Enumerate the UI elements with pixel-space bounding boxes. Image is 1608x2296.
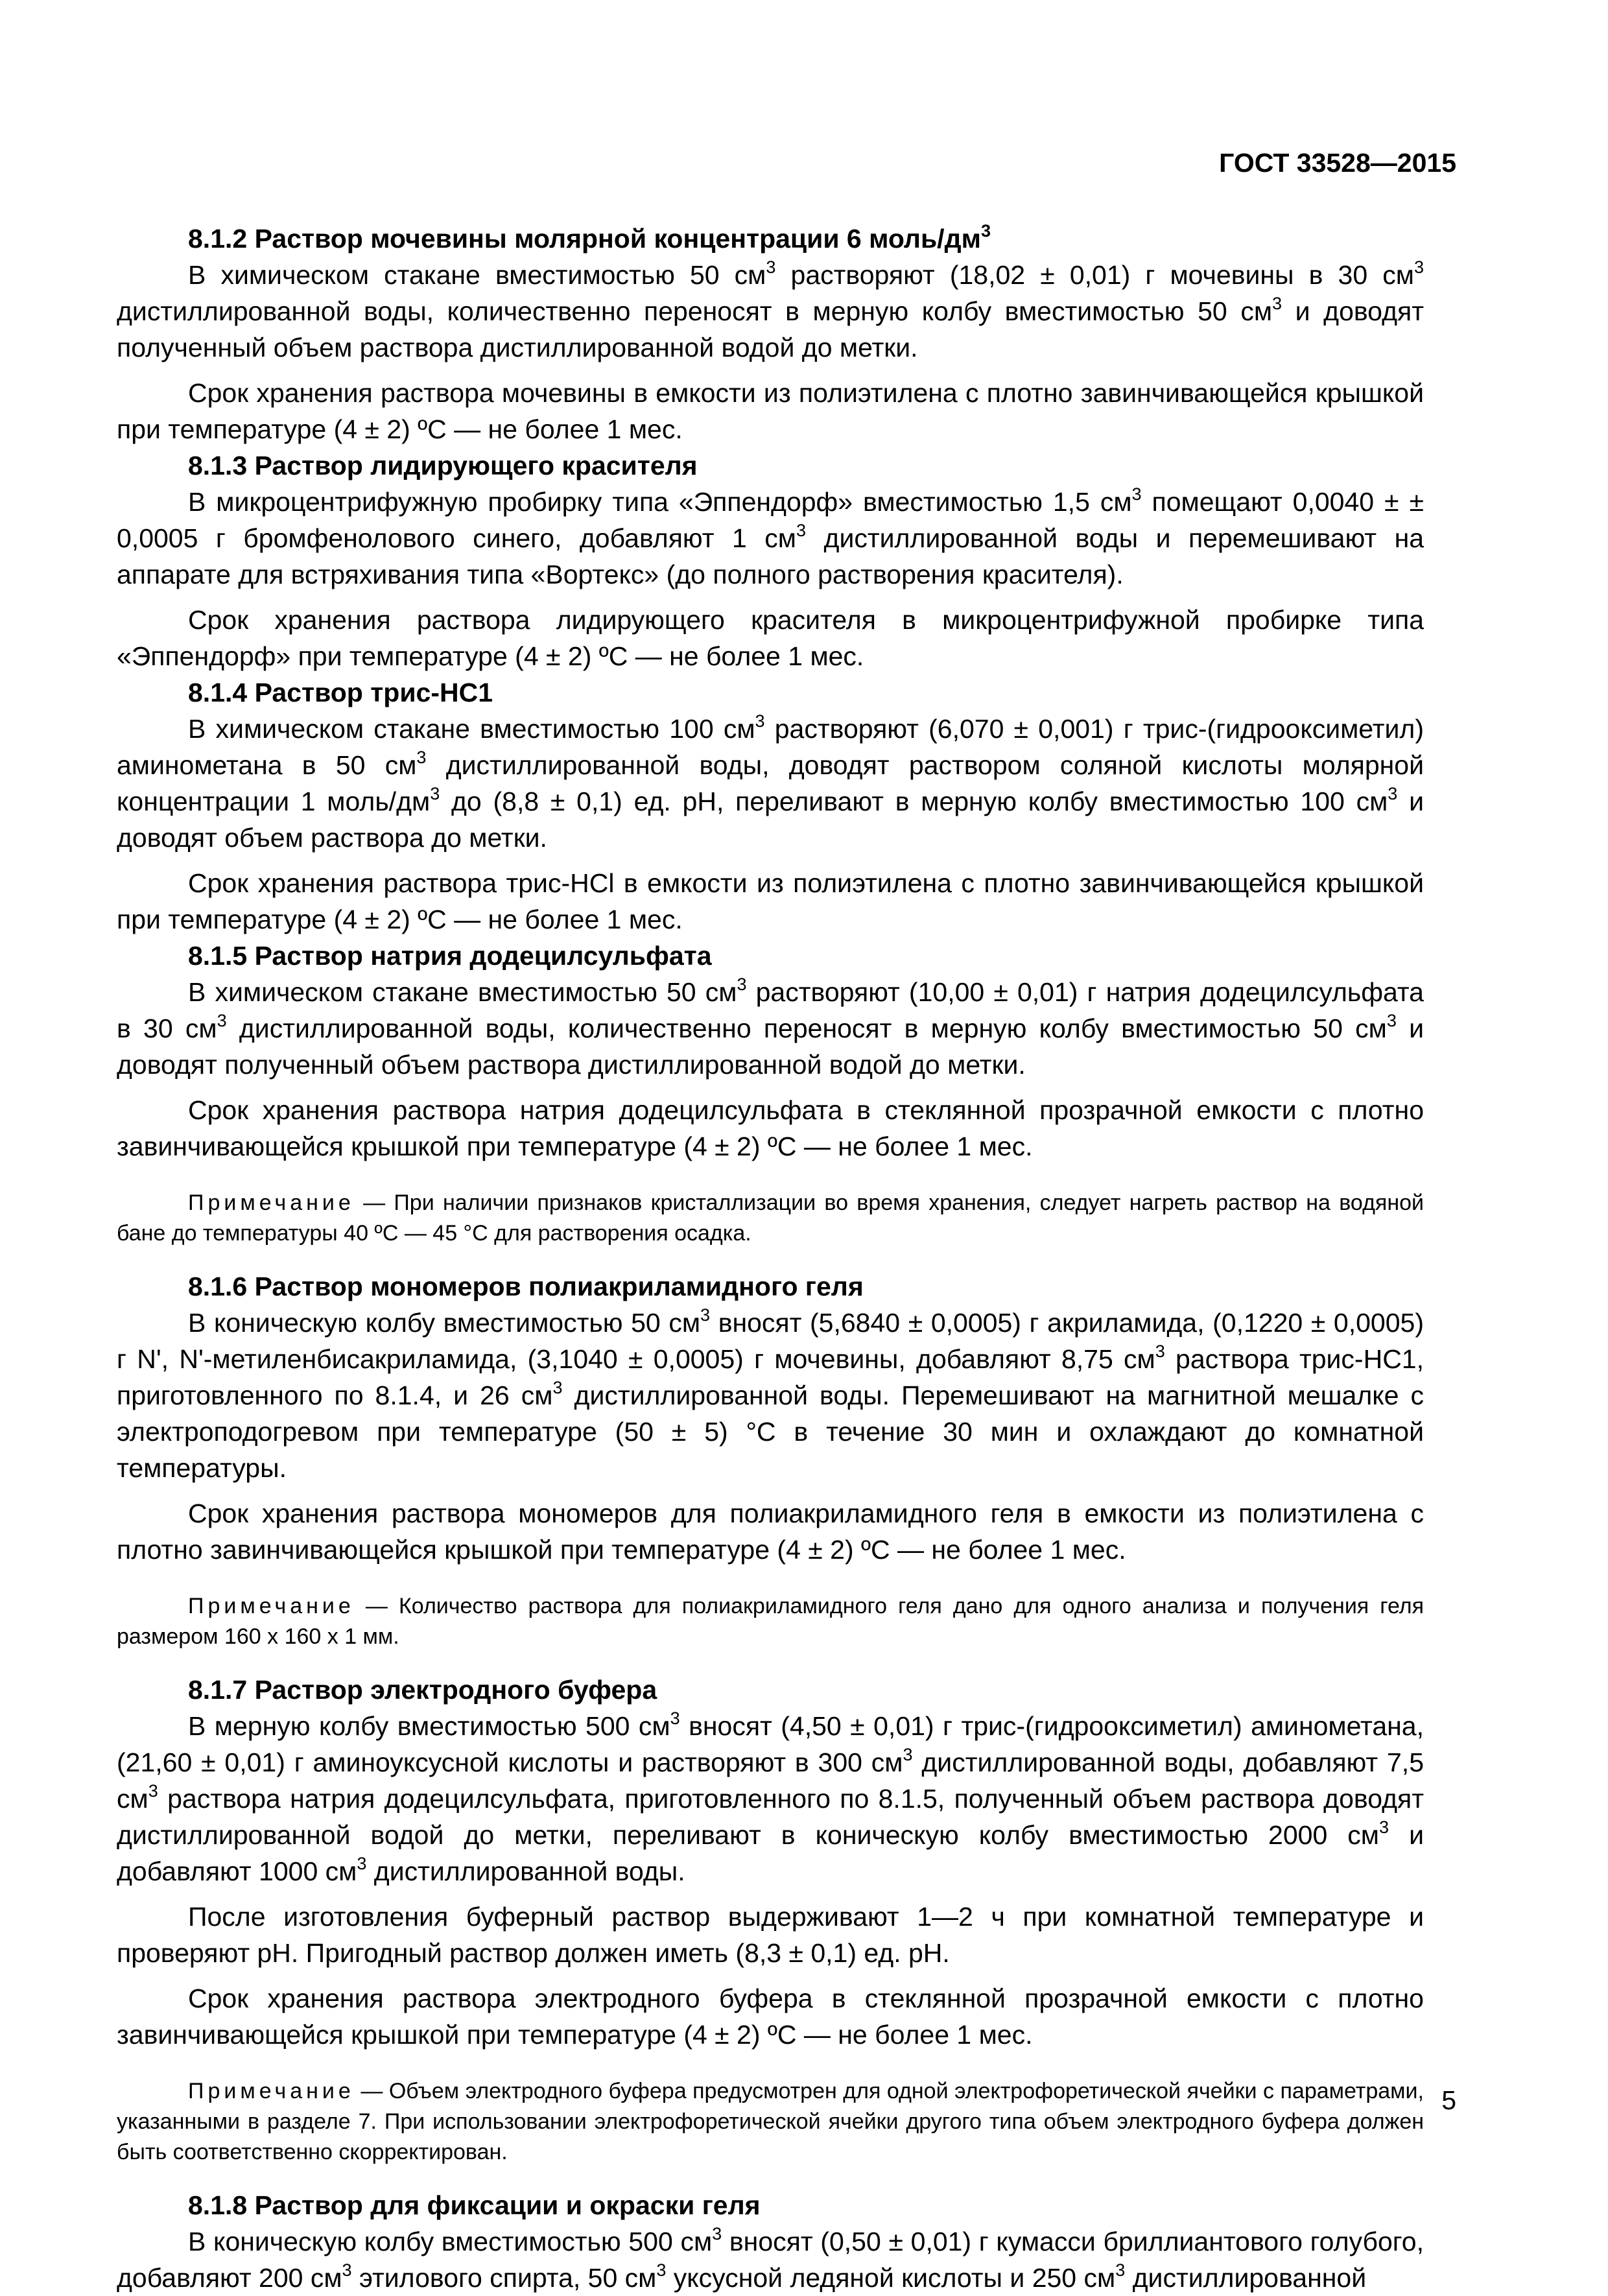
text-run: дистиллированной воды, добавляют 7,5 см — [117, 1747, 1424, 1814]
note-text: — Количество раствора для полиакриламидного геля дано для одного анализа и получения геля размером 160 х 160 х 1 мм. — [117, 1594, 1424, 1649]
text-run: В коническую колбу вместимостью 50 см — [188, 1308, 701, 1338]
text-run: В микроцентрифужную пробирку типа «Эппендорф» вместимостью 1,5 см — [188, 487, 1132, 517]
paragraph: Срок хранения раствора мономеров для полиакриламидного геля в емкости из полиэтилена с плотно завинчивающейся крышкой при температуре (4 ± 2) ºС — не более 1 мес. — [117, 1498, 1424, 1565]
superscript: 3 — [1413, 257, 1424, 278]
superscript: 3 — [700, 1305, 711, 1325]
text-run: раствора натрия додецилсульфата, приготовленного по 8.1.5, полученный объем раствора доводят дистиллированной водой до метки, переливают в коническую колбу вместимостью 2000 см — [117, 1784, 1424, 1850]
text-run: В химическом стакане вместимостью 100 см — [188, 714, 755, 744]
superscript: 3 — [552, 1378, 563, 1398]
text-run: и доводят полученный объем раствора дистиллированной водой до метки. — [117, 1013, 1425, 1080]
text-run: В химическом стакане вместимостью 50 см — [188, 260, 766, 290]
text-run: этилового спирта, 50 см — [351, 2263, 657, 2293]
section-heading-8-1-5: 8.1.5 Раствор натрия додецилсульфата — [188, 941, 712, 971]
text-run: растворяют (10,00 ± 0,01) г натрия додецилсульфата в 30 см — [117, 977, 1424, 1043]
paragraph: Срок хранения раствора электродного буфера в стеклянной прозрачной емкости с плотно завинчивающейся крышкой при температуре (4 ± 2) ºС — не более 1 мес. — [117, 1983, 1424, 2050]
document-code-header: ГОСТ 33528—2015 — [1219, 148, 1456, 178]
note-text: — При наличии признаков кристаллизации во время хранения, следует нагреть раствор на водяной бане до температуры 40 ºС — 45 °С для растворения осадка. — [117, 1190, 1424, 1246]
superscript: 3 — [148, 1781, 158, 1801]
superscript: 3 — [903, 1745, 913, 1765]
superscript: 3 — [1386, 1011, 1397, 1031]
superscript: 3 — [1388, 784, 1398, 804]
text-run: дистиллированной воды. — [366, 1856, 685, 1886]
text-run: В химическом стакане вместимостью 50 см — [188, 977, 737, 1007]
text-run: вносят (0,50 ± 0,01) г кумасси бриллиантового голубого, добавляют 200 см — [117, 2227, 1425, 2293]
section-heading-8-1-8: 8.1.8 Раствор для фиксации и окраски геля — [188, 2190, 761, 2220]
text-run: дистиллированной воды и перемешивают на аппарате для встряхивания типа «Вортекс» (до полного растворения красителя). — [117, 523, 1425, 589]
page-content — [117, 220, 1424, 2296]
text-run: вносят (5,6840 ± 0,0005) г акриламида, (0,1220 ± 0,0005) г N', N'-метиленбисакриламида, (3,1040 ± 0,0005) г мочевины, добавляют 8,75 см — [117, 1308, 1424, 1374]
note-label: Примечание — [188, 1190, 355, 1215]
superscript: 3 — [656, 2260, 667, 2280]
text-run: растворяют (18,02 ± 0,01) г мочевины в 30 см — [775, 260, 1414, 290]
superscript: 3 — [357, 1854, 367, 1874]
text-run: раствора трис-НС1, приготовленного по 8.1.4, и 26 см — [117, 1344, 1424, 1410]
section-heading-8-1-6: 8.1.6 Раствор мономеров полиакриламидного геля — [188, 1272, 864, 1301]
superscript: 3 — [737, 975, 747, 995]
note — [117, 2076, 1424, 2168]
superscript: 3 — [1115, 2260, 1126, 2280]
paragraph — [117, 1708, 1424, 1889]
section-heading-8-1-4: 8.1.4 Раствор трис-НС1 — [188, 678, 493, 707]
superscript: 3 — [712, 2224, 722, 2244]
text-run: помещают 0,0040 ± ± 0,0005 г бромфенолового синего, добавляют 1 см — [117, 487, 1424, 553]
paragraph: После изготовления буферный раствор выдерживают 1—2 ч при комнатной температуре и проверяют рН. Пригодный раствор должен иметь (8,3 ± 0,1) ед. рН. — [117, 1902, 1424, 1968]
paragraph — [117, 2223, 1424, 2296]
page-number: 5 — [1441, 2085, 1456, 2115]
paragraph: Срок хранения раствора трис-НСl в емкости из полиэтилена с плотно завинчивающейся крышкой при температуре (4 ± 2) ºС — не более 1 мес. — [117, 868, 1424, 934]
superscript: 3 — [796, 521, 807, 541]
note — [117, 1591, 1424, 1652]
superscript: 3 — [217, 1011, 227, 1031]
text-run: дистиллированной воды, количественно переносят в мерную колбу вместимостью 50 см — [226, 1013, 1387, 1043]
superscript: 3 — [766, 257, 776, 278]
text-run: до (8,8 ± 0,1) ед. рН, переливают в мерную колбу вместимостью 100 см — [440, 787, 1388, 816]
text-run: вносят (4,50 ± 0,01) г трис-(гидрооксиметил) аминометана, (21,60 ± 0,01) г аминоуксусной кислоты и растворяют в 300 см — [117, 1711, 1424, 1777]
superscript: 3 — [755, 711, 765, 731]
section-heading-8-1-7: 8.1.7 Раствор электродного буфера — [188, 1675, 657, 1705]
text-run: растворяют (6,070 ± 0,001) г трис-(гидрооксиметил) аминометана в 50 см — [117, 714, 1425, 780]
text-run: и добавляют 1000 см — [117, 1820, 1425, 1886]
note — [117, 1188, 1424, 1249]
heading-text: 8.1.2 Раствор мочевины молярной концентрации 6 моль/дм — [188, 224, 981, 254]
text-run: В мерную колбу вместимостью 500 см — [188, 1711, 670, 1741]
paragraph — [117, 974, 1424, 1083]
text-run: дистиллированной воды. Перемешивают на магнитной мешалке с электроподогревом при температуре (50 ± 5) °С в течение 30 мин и охлаждают до комнатной температуры. — [117, 1380, 1424, 1483]
paragraph: Срок хранения раствора мочевины в емкости из полиэтилена с плотно завинчивающейся крышкой при температуре (4 ± 2) ºС — не более 1 мес. — [117, 378, 1424, 444]
note-text: — Объем электродного буфера предусмотрен для одной электрофоретической ячейки с параметрами, указанными в разделе 7. При использовании электрофоретической ячейки другого типа объем электродного буфера должен быть соответственно скорректирован. — [117, 2079, 1424, 2164]
superscript: 3 — [1131, 484, 1142, 504]
superscript: 3 — [670, 1709, 680, 1729]
note-label: Примечание — [188, 1594, 355, 1618]
superscript: 3 — [416, 748, 427, 768]
section-heading-8-1-2 — [117, 220, 1424, 257]
text-run: дистиллированной воды, доводят раствором соляной кислоты молярной концентрации 1 моль/дм — [117, 750, 1424, 816]
text-run: и доводят объем раствора до метки. — [117, 787, 1424, 853]
paragraph — [117, 484, 1424, 593]
superscript: 3 — [1272, 294, 1283, 314]
paragraph — [117, 711, 1424, 856]
note-label: Примечание — [188, 2079, 355, 2103]
paragraph — [117, 1305, 1424, 1486]
section-heading-8-1-3: 8.1.3 Раствор лидирующего красителя — [188, 451, 698, 480]
text-run: В коническую колбу вместимостью 500 см — [188, 2227, 713, 2256]
superscript: 3 — [1155, 1342, 1165, 1362]
superscript: 3 — [980, 221, 991, 241]
text-run: дистиллированной — [1125, 2263, 1367, 2293]
paragraph: Срок хранения раствора лидирующего красителя в микроцентрифужной пробирке типа «Эппендорф» при температуре (4 ± 2) ºС — не более 1 мес. — [117, 605, 1424, 671]
text-run: и доводят полученный объем раствора дистиллированной водой до метки. — [117, 296, 1424, 362]
paragraph: Срок хранения раствора натрия додецилсульфата в стеклянной прозрачной емкости с плотно завинчивающейся крышкой при температуре (4 ± 2) ºС — не более 1 мес. — [117, 1095, 1424, 1161]
superscript: 3 — [430, 784, 440, 804]
paragraph — [117, 257, 1424, 366]
text-run: дистиллированной воды, количественно переносят в мерную колбу вместимостью 50 см — [117, 296, 1273, 326]
text-run: уксусной ледяной кислоты и 250 см — [666, 2263, 1116, 2293]
superscript: 3 — [1379, 1817, 1389, 1838]
superscript: 3 — [342, 2260, 352, 2280]
